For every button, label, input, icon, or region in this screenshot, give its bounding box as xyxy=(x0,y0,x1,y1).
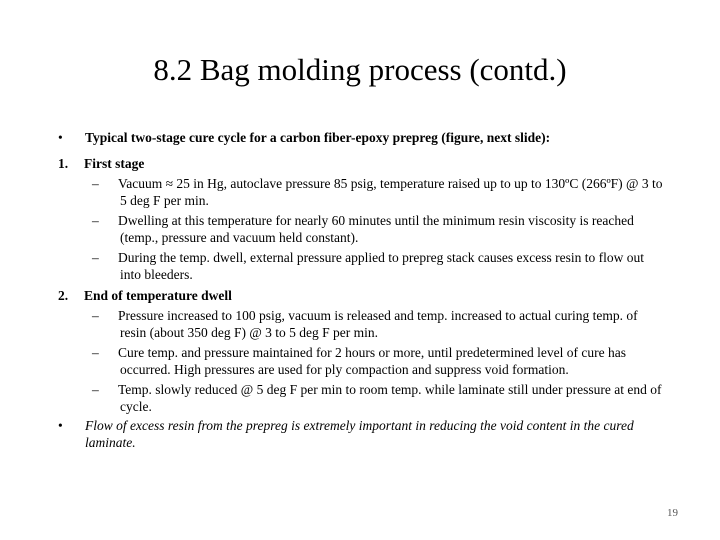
sub-item xyxy=(58,249,666,283)
slide-body xyxy=(58,129,666,451)
sub-item-text: Vacuum ≈ 25 in Hg, autoclave pressure 85 psig, temperature raised up to up to 130ºC (266ºF) @ 3 to 5 deg F per min. xyxy=(118,176,663,208)
dash-marker: – xyxy=(92,308,99,323)
closing-bullet-item xyxy=(58,417,666,451)
sub-item-text: Pressure increased to 100 psig, vacuum is released and temp. increased to actual curing temp. of resin (about 350 deg F) @ 3 to 5 deg F per min. xyxy=(118,308,638,340)
dash-marker: – xyxy=(92,213,99,228)
dash-marker: – xyxy=(92,250,99,265)
closing-text: Flow of excess resin from the prepreg is extremely important in reducing the void content in the cured laminate. xyxy=(85,418,634,450)
sub-item-text: During the temp. dwell, external pressure applied to prepreg stack causes excess resin to flow out into bleeders. xyxy=(118,250,644,282)
dash-marker: – xyxy=(92,382,99,397)
sub-item xyxy=(58,344,666,378)
page-number: 19 xyxy=(667,507,678,519)
sub-item-text: Temp. slowly reduced @ 5 deg F per min to room temp. while laminate still under pressure at end of cycle. xyxy=(118,382,662,414)
sub-item xyxy=(58,212,666,246)
numbered-item-1 xyxy=(58,155,666,172)
intro-text: Typical two-stage cure cycle for a carbon fiber-epoxy prepreg (figure, next slide): xyxy=(85,130,551,145)
dash-marker: – xyxy=(92,176,99,191)
intro-bullet-item xyxy=(58,129,666,146)
dash-marker: – xyxy=(92,345,99,360)
slide-title: 8.2 Bag molding process (contd.) xyxy=(153,52,567,87)
item-heading: First stage xyxy=(84,156,145,171)
bullet-marker: • xyxy=(58,418,63,433)
numbered-item-2 xyxy=(58,287,666,304)
item-number: 2. xyxy=(58,288,69,303)
sub-item-text: Cure temp. and pressure maintained for 2 hours or more, until predetermined level of cure has occurred. High pressures are used for ply compaction and suppress void formation. xyxy=(118,345,626,377)
item-number: 1. xyxy=(58,156,69,171)
item-heading: End of temperature dwell xyxy=(84,288,232,303)
sub-item-text: Dwelling at this temperature for nearly 60 minutes until the minimum resin viscosity is reached (temp., pressure and vacuum held constant). xyxy=(118,213,634,245)
sub-item xyxy=(58,175,666,209)
sub-item xyxy=(58,307,666,341)
sub-item xyxy=(58,381,666,415)
bullet-marker: • xyxy=(58,130,63,145)
